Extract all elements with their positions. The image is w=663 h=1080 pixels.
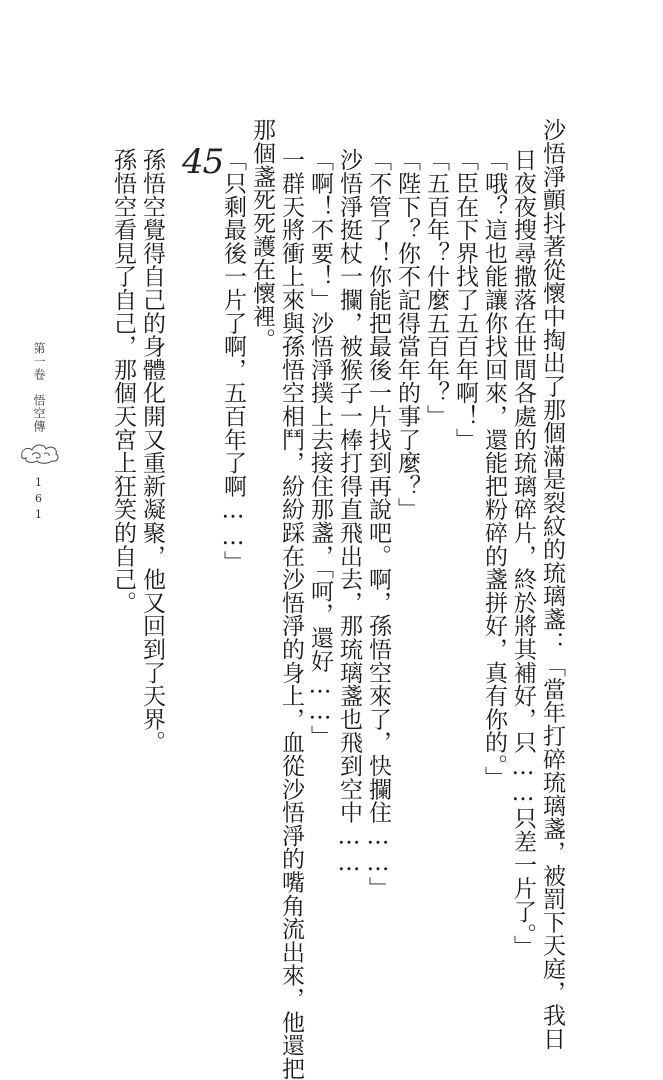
- text-column-13: 孫悟空覺得自己的身體化開又重新凝聚，他又回到了天界。: [139, 148, 165, 754]
- text-column-8: 沙悟淨挺杖一攔，被猴子一棒打得直飛出去，那琉璃盞也飛到空中……: [336, 148, 362, 877]
- text-column-11: 那個盞死死護在懷裡。: [249, 118, 275, 351]
- text-column-5: 「五百年？什麼五百年？」: [423, 148, 449, 428]
- running-head: 第一卷 悟空傳: [32, 342, 46, 433]
- text-column-4: 「臣在下界找了五百年啊！」: [452, 148, 478, 451]
- text-column-3: 「哦？這也能讓你找回來，還能把粉碎的盞拼好，真有你的。」: [481, 148, 507, 789]
- cloud-ornament-icon: [18, 440, 62, 466]
- text-column-10: 一群天將衝上來與孫悟空相鬥，紛紛踩在沙悟淨的身上，血從沙悟淨的嘴角流出來，他還把: [278, 148, 304, 1080]
- chapter-number: 45: [182, 142, 224, 182]
- page-number: 161: [32, 476, 45, 524]
- text-column-6: 「陛下？你不記得當年的事了麼？」: [394, 148, 420, 521]
- text-column-1: 沙悟淨顫抖著從懷中掏出了那個滿是裂紋的琉璃盞：「當年打碎琉璃盞，被罰下天庭，我日: [539, 118, 565, 1050]
- text-column-14: 孫悟空看見了自己，那個天宮上狂笑的自己。: [110, 148, 136, 614]
- text-column-12: 「只剩最後一片了啊，五百年了啊……」: [220, 148, 246, 574]
- text-column-7: 「不管了！你能把最後一片找到再說吧。啊，孫悟空來了，快攔住……」: [365, 148, 391, 900]
- text-column-9: 「啊！不要！」沙悟淨撲上去接住那盞，「呵，還好……」: [307, 148, 333, 749]
- text-column-2: 日夜夜搜尋撒落在世間各處的琉璃碎片，終於將其補好，只……只差一片了。」: [510, 148, 536, 958]
